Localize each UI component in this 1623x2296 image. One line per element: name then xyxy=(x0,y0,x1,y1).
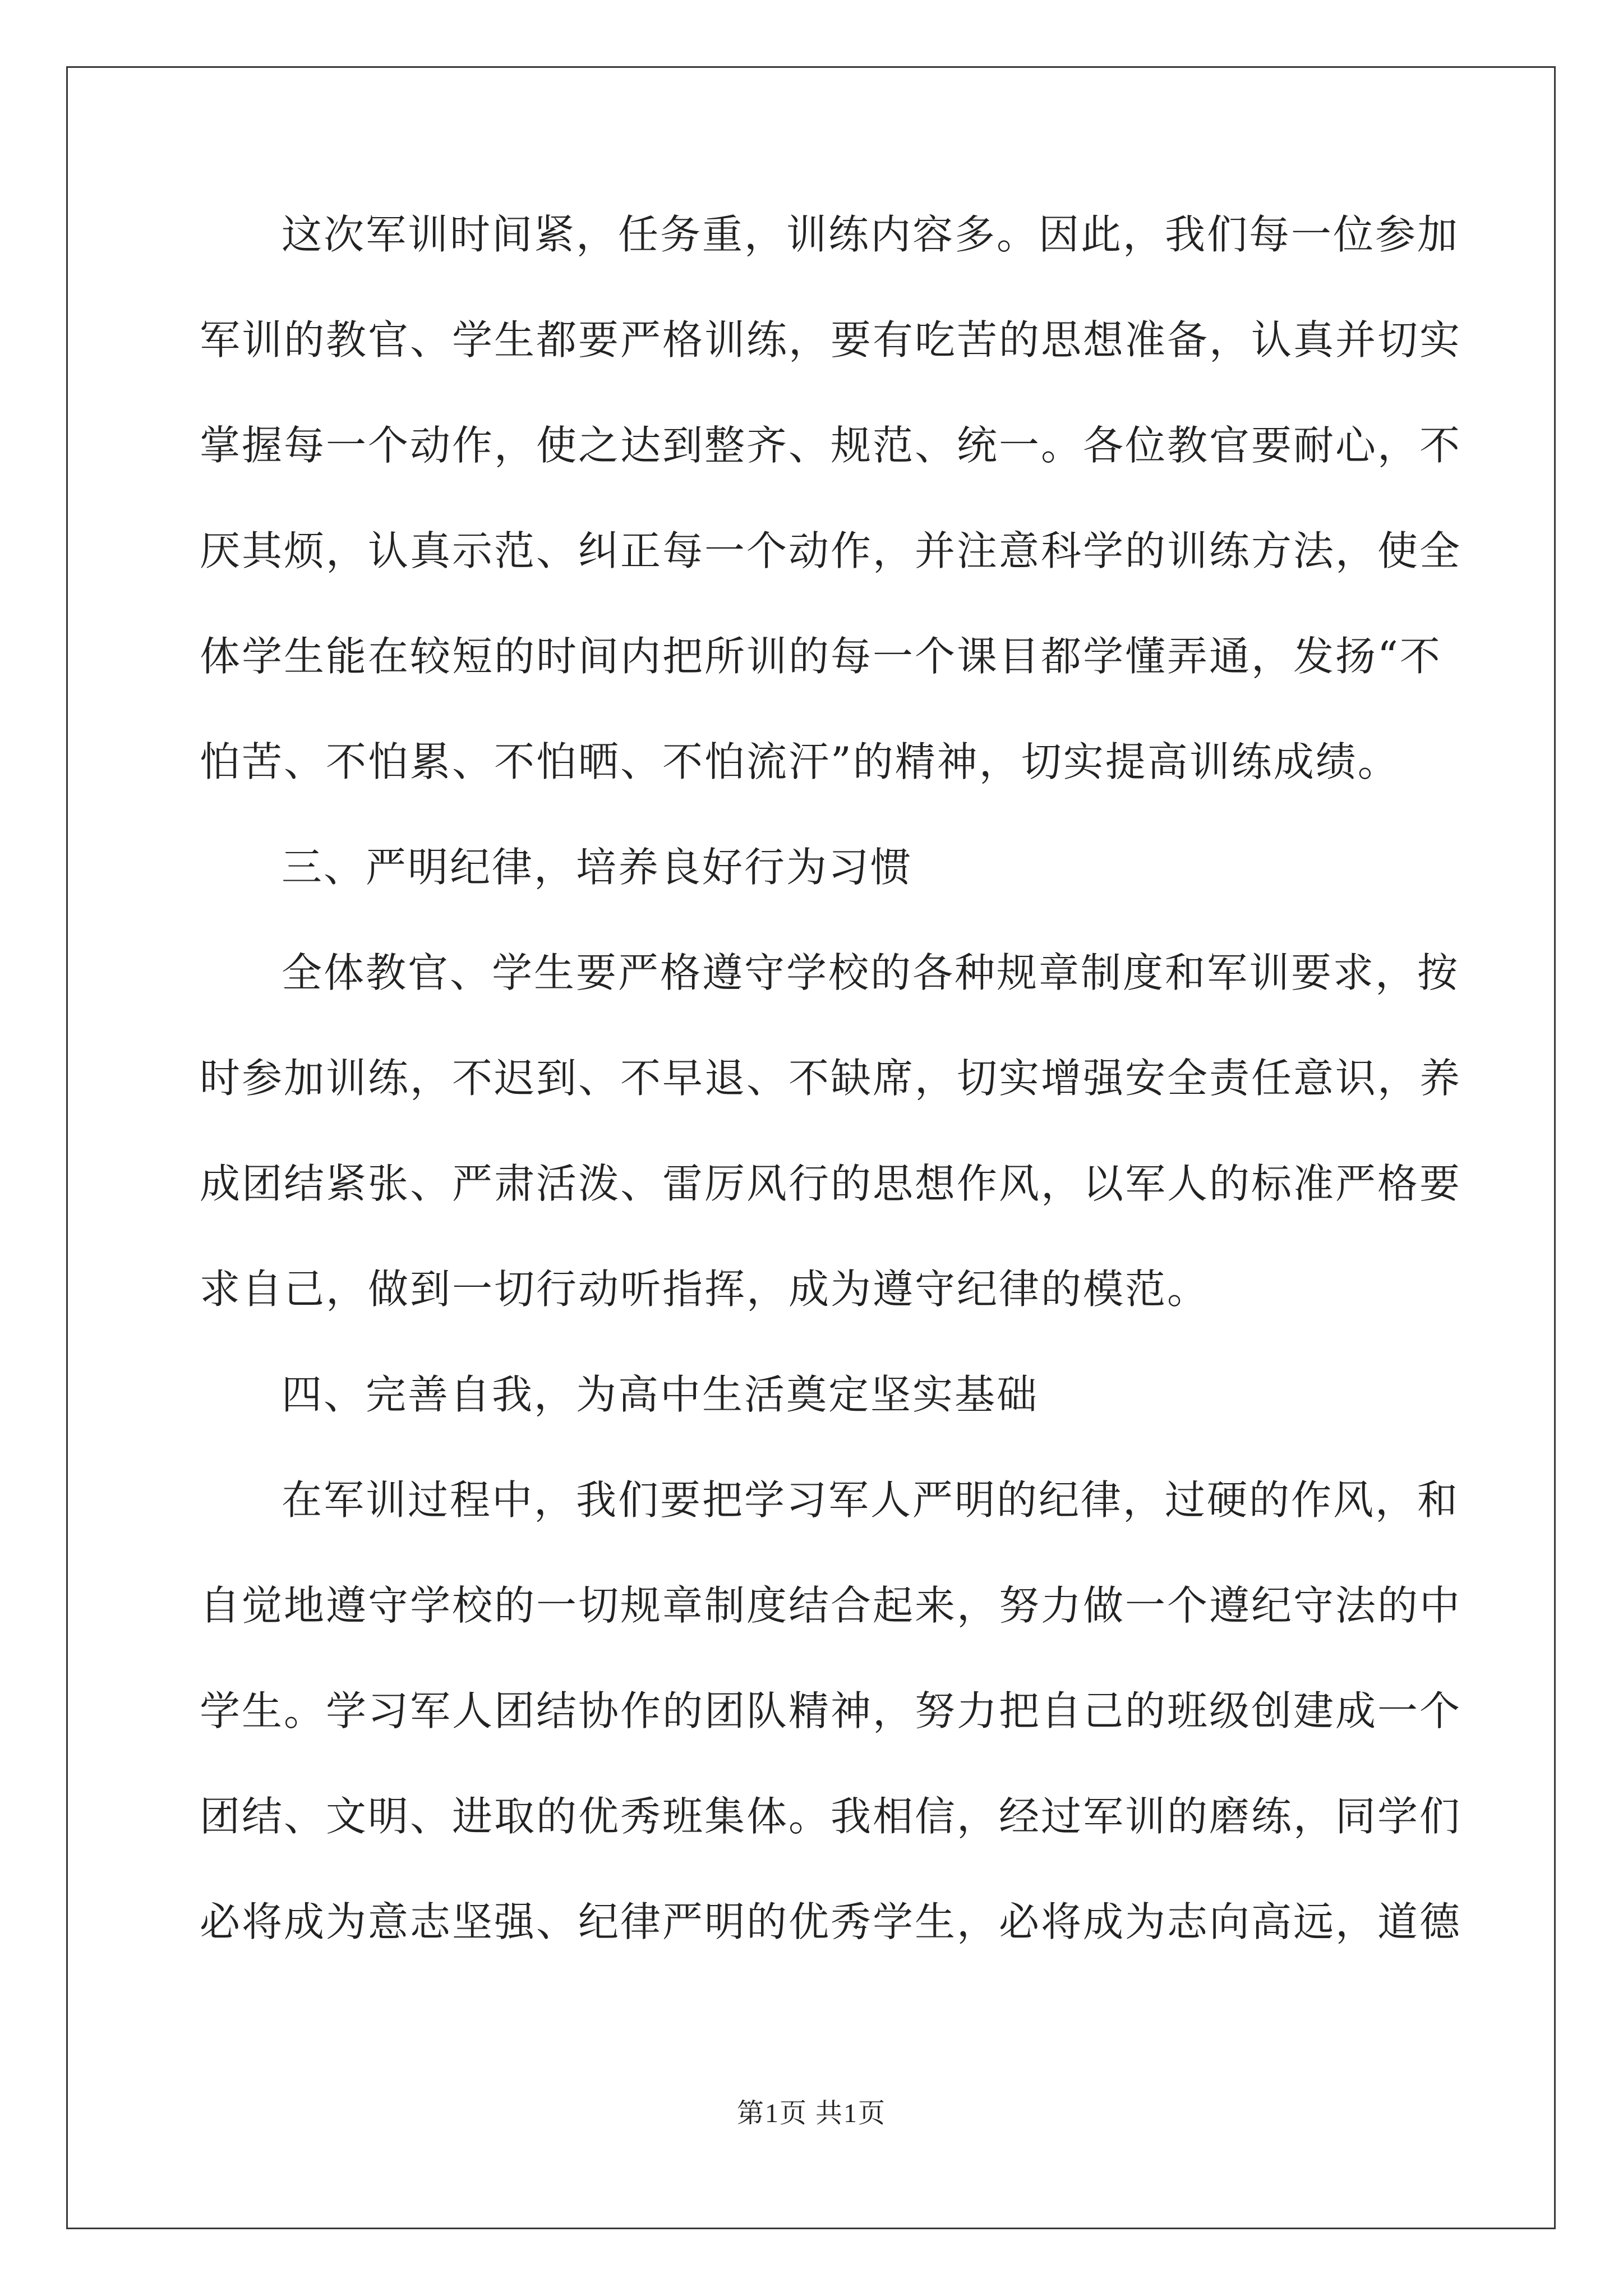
paragraph-line: 在军训过程中，我们要把学习军人严明的纪律，过硬的作风，和 xyxy=(282,1476,1460,1524)
paragraph-line: 厌其烦，认真示范、纠正每一个动作，并注意科学的训练方法，使全 xyxy=(200,527,1462,574)
paragraph-line: 学生。学习军人团结协作的团队精神，努力把自己的班级创建成一个 xyxy=(200,1687,1462,1734)
paragraph-line: 求自己，做到一切行动听指挥，成为遵守纪律的模范。 xyxy=(200,1266,1210,1313)
page-footer: 第1页 共1页 xyxy=(736,2099,886,2128)
paragraph-line: 这次军训时间紧，任务重，训练内容多。因此，我们每一位参加 xyxy=(282,211,1460,258)
paragraph-line: 时参加训练，不迟到、不早退、不缺席，切实增强安全责任意识，养 xyxy=(200,1055,1462,1102)
section-heading: 三、严明纪律，培养良好行为习惯 xyxy=(282,844,913,891)
paragraph-line: 怕苦、不怕累、不怕晒、不怕流汗”的精神，切实提高训练成绩。 xyxy=(200,738,1400,785)
document-body xyxy=(200,208,1462,2000)
paragraph-line: 全体教官、学生要严格遵守学校的各种规章制度和军训要求，按 xyxy=(282,949,1460,996)
paragraph-line: 军训的教官、学生都要严格训练，要有吃苦的思想准备，认真并切实 xyxy=(200,316,1462,364)
paragraph-line: 掌握每一个动作，使之达到整齐、规范、统一。各位教官要耐心，不 xyxy=(200,422,1462,469)
paragraph-line: 体学生能在较短的时间内把所训的每一个课目都学懂弄通，发扬“不 xyxy=(200,633,1442,680)
section-heading: 四、完善自我，为高中生活奠定坚实基础 xyxy=(282,1371,1039,1418)
paragraph-line: 成团结紧张、严肃活泼、雷厉风行的思想作风，以军人的标准严格要 xyxy=(200,1160,1462,1207)
paragraph-line: 团结、文明、进取的优秀班集体。我相信，经过军训的磨练，同学们 xyxy=(200,1793,1462,1840)
paragraph-line: 自觉地遵守学校的一切规章制度结合起来，努力做一个遵纪守法的中 xyxy=(200,1582,1462,1629)
paragraph-line: 必将成为意志坚强、纪律严明的优秀学生，必将成为志向高远，道德 xyxy=(200,1898,1462,1945)
